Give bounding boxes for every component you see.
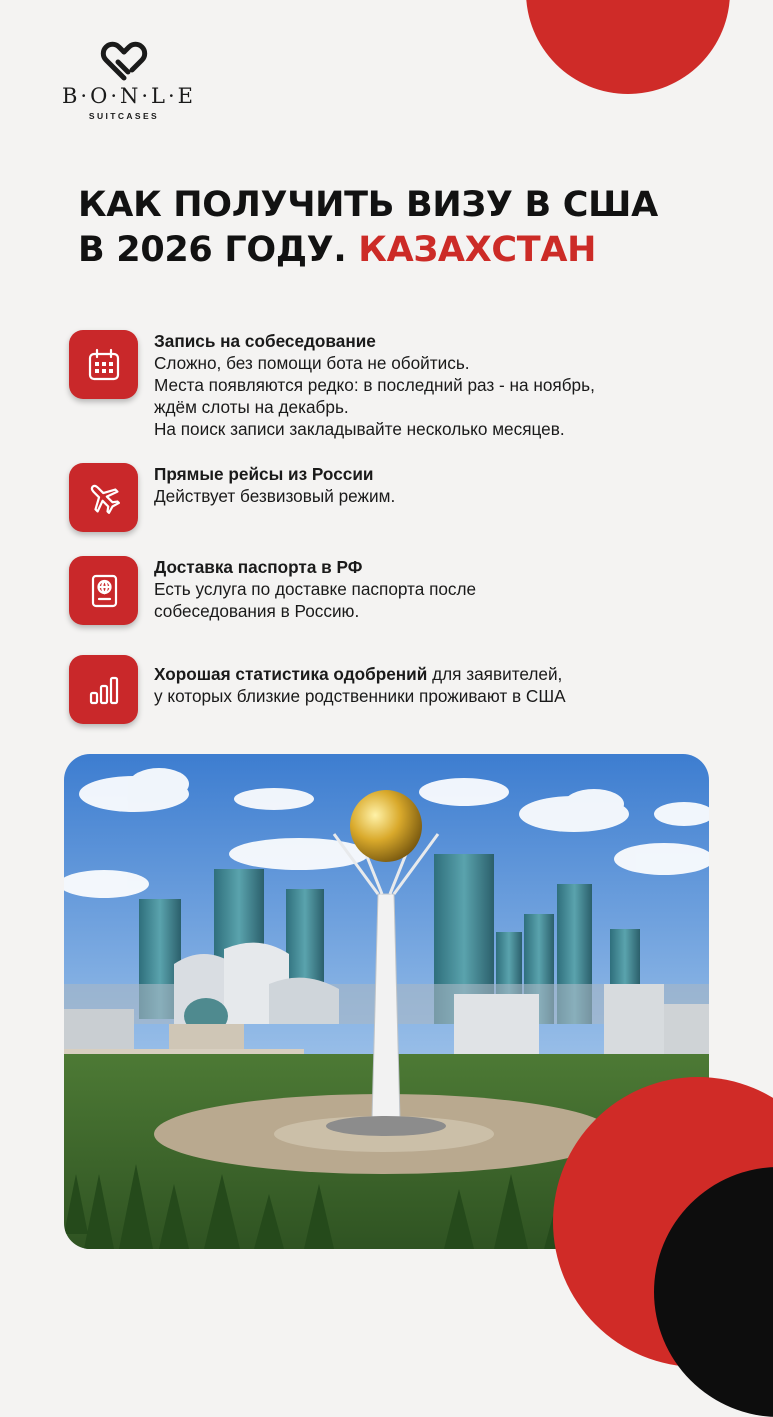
item-line: у которых близкие родственники проживают в США [154,686,566,706]
title-accent: КАЗАХСТАН [358,230,597,270]
item-heading: Прямые рейсы из России [154,464,374,484]
icon-badge [69,655,138,724]
item-heading: Доставка паспорта в РФ [154,557,363,577]
item-text [154,330,744,440]
icon-badge [69,330,138,399]
title-line-1: КАК ПОЛУЧИТЬ ВИЗУ В США [78,185,658,225]
item-line: Места появляются редко: в последний раз - на ноябрь, [154,375,595,395]
item-heading: Хорошая статистика одобрений [154,664,428,684]
item-heading-suffix: для заявителей, [427,664,563,684]
calendar-icon [86,347,122,383]
item-line: Действует безвизовый режим. [154,486,396,506]
item-text [154,556,744,622]
airplane-icon [85,479,123,517]
heart-logo-icon [98,38,150,82]
item-line: Сложно, без помощи бота не обойтись. [154,353,470,373]
brand-tagline: SUITCASES [88,111,160,121]
icon-badge [69,556,138,625]
title-line-2: В 2026 ГОДУ. [78,230,359,270]
brand-logo [62,38,196,121]
decor-circle-top [526,0,730,94]
item-line: Есть услуга по доставке паспорта после [154,579,477,599]
item-text [154,463,744,507]
page-title [78,183,738,273]
item-line: На поиск записи закладывайте несколько месяцев. [154,419,565,439]
item-line: ждём слоты на декабрь. [154,397,349,417]
icon-badge [69,463,138,532]
bar-chart-icon [86,672,122,708]
brand-name: B·O·N·L·E [62,84,196,108]
item-heading: Запись на собеседование [154,331,376,351]
passport-icon [87,573,121,609]
item-line: собеседования в Россию. [154,601,360,621]
item-text [154,663,744,707]
